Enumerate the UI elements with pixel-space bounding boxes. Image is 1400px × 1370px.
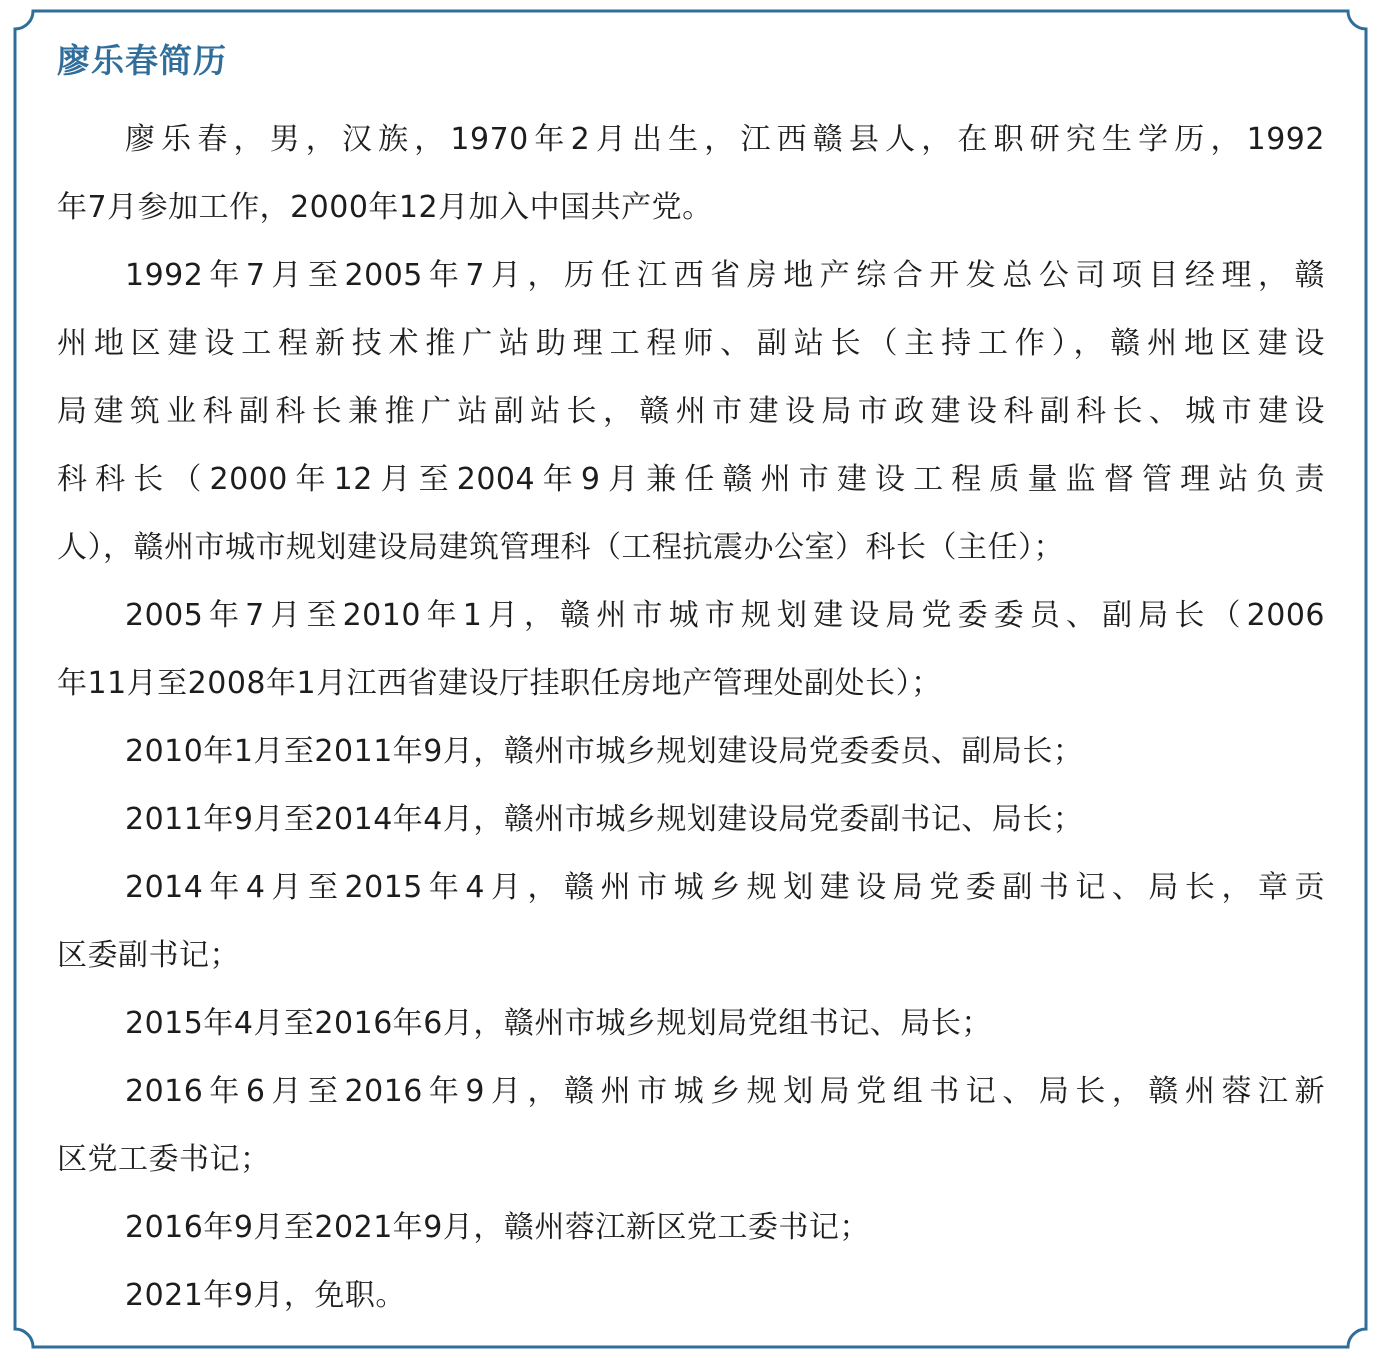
text-line: 局建筑业科副科长兼推广站副站长，赣州市建设局市政建设科副科长、城市建设 — [57, 394, 1325, 429]
text-line: 科科长（2000年12月至2004年9月兼任赣州市建设工程质量监督管理站负责 — [57, 462, 1325, 497]
text-line: 2010年1月至2011年9月，赣州市城乡规划建设局党委委员、副局长； — [125, 734, 1084, 769]
text-line: 2014年4月至2015年4月，赣州市城乡规划建设局党委副书记、局长，章贡 — [125, 870, 1325, 905]
paragraph-career-1992-2005 — [57, 242, 1325, 582]
text-line: 2011年9月至2014年4月，赣州市城乡规划建设局党委副书记、局长； — [125, 802, 1084, 837]
paragraph-career-2010-2011 — [57, 718, 1325, 786]
paragraph-dismissal-2021 — [57, 1262, 1325, 1330]
text-line: 年7月参加工作，2000年12月加入中国共产党。 — [57, 190, 713, 225]
paragraph-career-2015-2016 — [57, 990, 1325, 1058]
text-line: 2016年9月至2021年9月，赣州蓉江新区党工委书记； — [125, 1210, 870, 1245]
text-line: 2015年4月至2016年6月，赣州市城乡规划局党组书记、局长； — [125, 1006, 992, 1041]
paragraph-career-2016-2021 — [57, 1194, 1325, 1262]
text-line: 人），赣州市城市规划建设局建筑管理科（工程抗震办公室）科长（主任）； — [57, 530, 1064, 565]
text-line: 区党工委书记； — [57, 1142, 271, 1177]
text-line: 廖乐春，男，汉族，1970年2月出生，江西赣县人，在职研究生学历，1992 — [125, 122, 1325, 157]
paragraph-career-2016-june-sept — [57, 1058, 1325, 1194]
page-title: 廖乐春简历 — [57, 41, 227, 80]
text-line: 区委副书记； — [57, 938, 240, 973]
text-line: 年11月至2008年1月江西省建设厅挂职任房地产管理处副处长）； — [57, 666, 942, 701]
text-line: 2016年6月至2016年9月，赣州市城乡规划局党组书记、局长，赣州蓉江新 — [125, 1074, 1325, 1109]
paragraph-career-2014-2015 — [57, 854, 1325, 990]
text-line: 2021年9月，免职。 — [125, 1278, 406, 1313]
resume-card — [57, 30, 1325, 1330]
paragraph-career-2011-2014 — [57, 786, 1325, 854]
paragraph-basic-info — [57, 106, 1325, 242]
text-line: 1992年7月至2005年7月，历任江西省房地产综合开发总公司项目经理，赣 — [125, 258, 1325, 293]
text-line: 2005年7月至2010年1月，赣州市城市规划建设局党委委员、副局长（2006 — [125, 598, 1325, 633]
text-line: 州地区建设工程新技术推广站助理工程师、副站长（主持工作），赣州地区建设 — [57, 326, 1325, 361]
paragraph-career-2005-2010 — [57, 582, 1325, 718]
